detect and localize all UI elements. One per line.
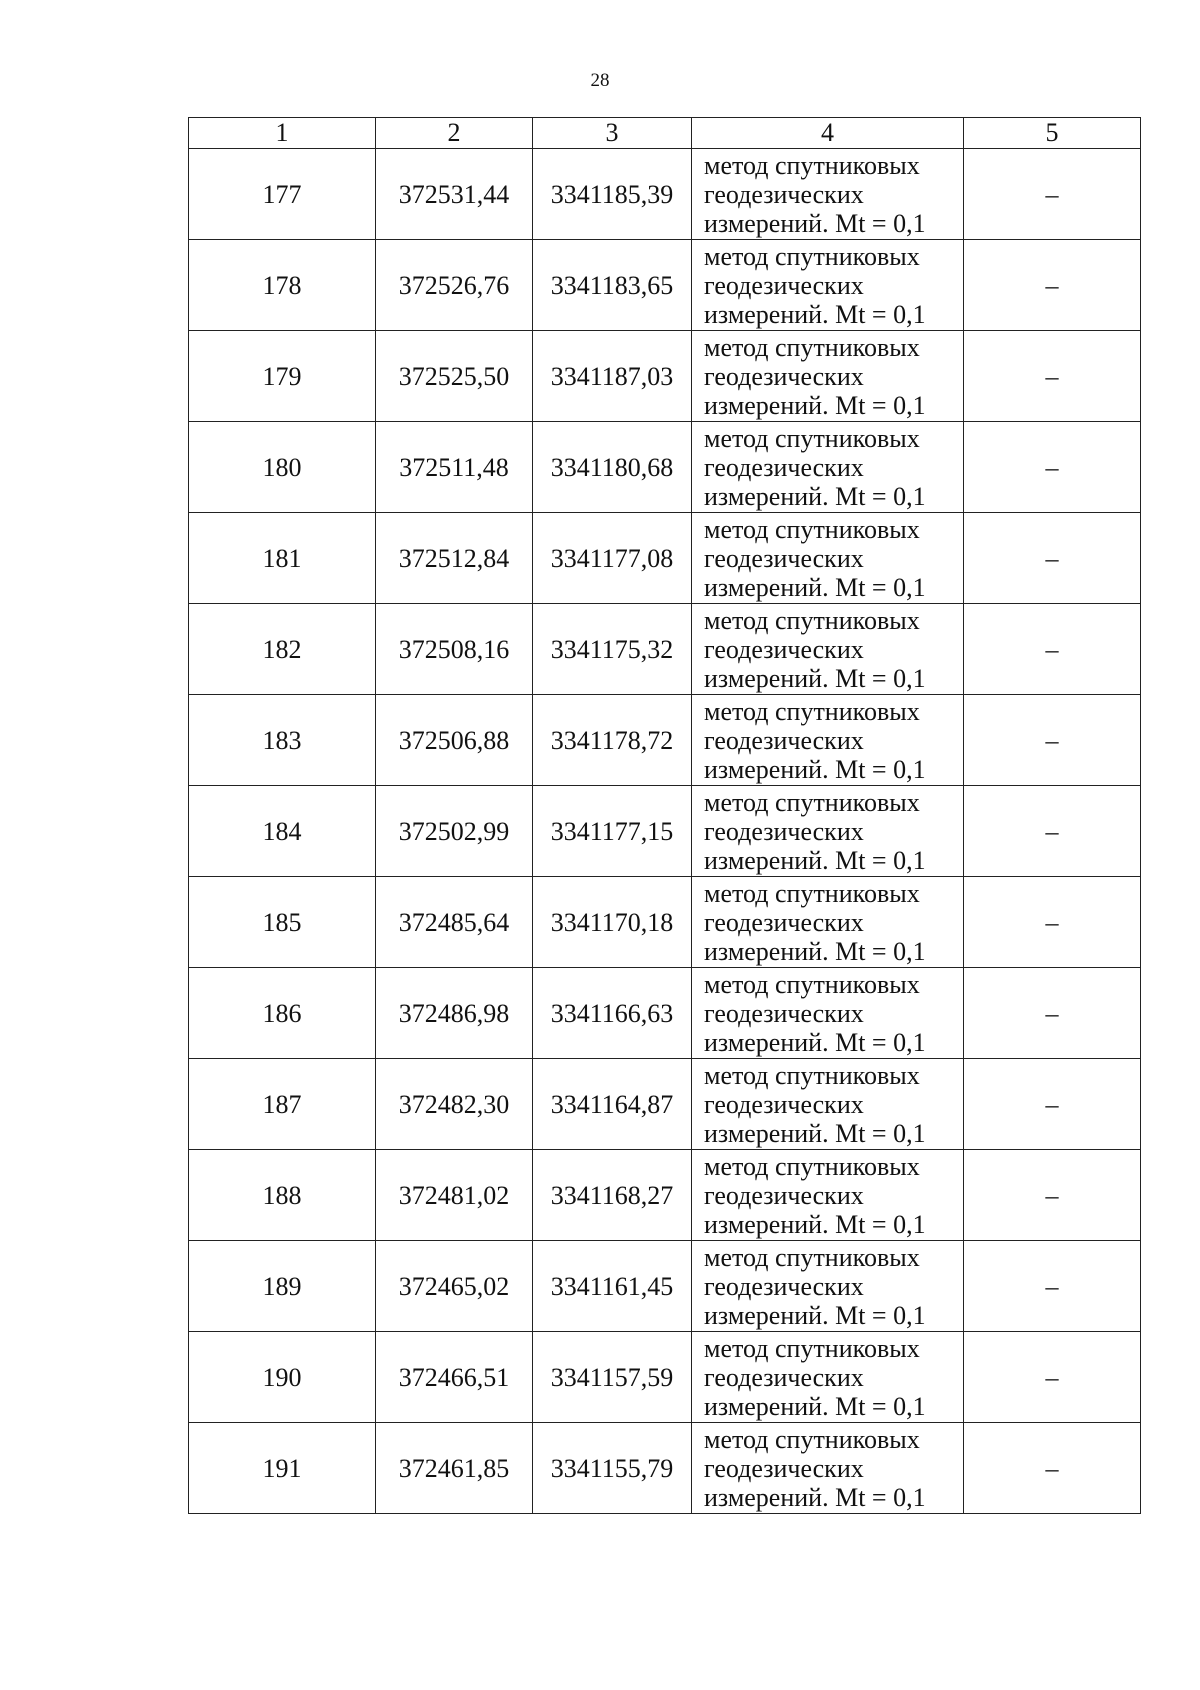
table-row <box>189 604 1141 695</box>
point-number-cell: 180 <box>189 422 376 513</box>
method-line: геодезических <box>704 1453 864 1483</box>
method-line: геодезических <box>704 907 864 937</box>
method-cell <box>692 1423 964 1514</box>
method-line: геодезических <box>704 725 864 755</box>
table-row <box>189 968 1141 1059</box>
point-number-cell: 177 <box>189 149 376 240</box>
table-row <box>189 786 1141 877</box>
method-line: метод спутниковых <box>704 969 920 999</box>
method-cell <box>692 422 964 513</box>
method-cell <box>692 695 964 786</box>
method-line: метод спутниковых <box>704 150 920 180</box>
y-coordinate-cell: 3341187,03 <box>533 331 692 422</box>
point-number-cell: 185 <box>189 877 376 968</box>
method-line: геодезических <box>704 1180 864 1210</box>
table-header <box>189 118 1141 149</box>
y-coordinate-cell: 3341177,08 <box>533 513 692 604</box>
method-line: геодезических <box>704 543 864 573</box>
table-row <box>189 1241 1141 1332</box>
method-line: измерений. Mt = 0,1 <box>704 390 926 420</box>
note-cell: – <box>964 1059 1141 1150</box>
method-line: измерений. Mt = 0,1 <box>704 1209 926 1239</box>
y-coordinate-cell: 3341166,63 <box>533 968 692 1059</box>
method-line: измерений. Mt = 0,1 <box>704 1482 926 1512</box>
y-coordinate-cell: 3341183,65 <box>533 240 692 331</box>
note-cell: – <box>964 968 1141 1059</box>
method-line: геодезических <box>704 270 864 300</box>
x-coordinate-cell: 372511,48 <box>376 422 533 513</box>
y-coordinate-cell: 3341178,72 <box>533 695 692 786</box>
x-coordinate-cell: 372481,02 <box>376 1150 533 1241</box>
table-row <box>189 149 1141 240</box>
note-cell: – <box>964 877 1141 968</box>
x-coordinate-cell: 372461,85 <box>376 1423 533 1514</box>
method-line: метод спутниковых <box>704 605 920 635</box>
method-line: метод спутниковых <box>704 1424 920 1454</box>
point-number-cell: 181 <box>189 513 376 604</box>
method-line: измерений. Mt = 0,1 <box>704 1118 926 1148</box>
y-coordinate-cell: 3341161,45 <box>533 1241 692 1332</box>
note-cell: – <box>964 149 1141 240</box>
note-cell: – <box>964 1241 1141 1332</box>
method-line: геодезических <box>704 452 864 482</box>
point-number-cell: 189 <box>189 1241 376 1332</box>
method-line: геодезических <box>704 179 864 209</box>
y-coordinate-cell: 3341185,39 <box>533 149 692 240</box>
method-cell <box>692 877 964 968</box>
header-cell-2: 2 <box>376 118 533 149</box>
table-row <box>189 695 1141 786</box>
x-coordinate-cell: 372486,98 <box>376 968 533 1059</box>
table-row <box>189 422 1141 513</box>
table-row <box>189 1332 1141 1423</box>
point-number-cell: 184 <box>189 786 376 877</box>
method-line: геодезических <box>704 1089 864 1119</box>
method-cell <box>692 1059 964 1150</box>
header-row <box>189 118 1141 149</box>
x-coordinate-cell: 372525,50 <box>376 331 533 422</box>
method-line: измерений. Mt = 0,1 <box>704 572 926 602</box>
method-line: геодезических <box>704 816 864 846</box>
x-coordinate-cell: 372531,44 <box>376 149 533 240</box>
method-line: геодезических <box>704 998 864 1028</box>
point-number-cell: 187 <box>189 1059 376 1150</box>
note-cell: – <box>964 240 1141 331</box>
point-number-cell: 188 <box>189 1150 376 1241</box>
note-cell: – <box>964 786 1141 877</box>
y-coordinate-cell: 3341177,15 <box>533 786 692 877</box>
method-line: измерений. Mt = 0,1 <box>704 1300 926 1330</box>
y-coordinate-cell: 3341175,32 <box>533 604 692 695</box>
method-cell <box>692 786 964 877</box>
x-coordinate-cell: 372508,16 <box>376 604 533 695</box>
method-line: измерений. Mt = 0,1 <box>704 936 926 966</box>
note-cell: – <box>964 513 1141 604</box>
y-coordinate-cell: 3341157,59 <box>533 1332 692 1423</box>
x-coordinate-cell: 372482,30 <box>376 1059 533 1150</box>
method-line: метод спутниковых <box>704 878 920 908</box>
method-line: измерений. Mt = 0,1 <box>704 208 926 238</box>
method-line: геодезических <box>704 361 864 391</box>
method-line: метод спутниковых <box>704 787 920 817</box>
x-coordinate-cell: 372485,64 <box>376 877 533 968</box>
method-line: измерений. Mt = 0,1 <box>704 299 926 329</box>
point-number-cell: 182 <box>189 604 376 695</box>
note-cell: – <box>964 695 1141 786</box>
y-coordinate-cell: 3341155,79 <box>533 1423 692 1514</box>
method-line: геодезических <box>704 634 864 664</box>
table-row <box>189 1150 1141 1241</box>
method-line: измерений. Mt = 0,1 <box>704 845 926 875</box>
x-coordinate-cell: 372512,84 <box>376 513 533 604</box>
coordinates-table <box>188 117 1141 1514</box>
method-line: метод спутниковых <box>704 423 920 453</box>
table-row <box>189 1059 1141 1150</box>
x-coordinate-cell: 372502,99 <box>376 786 533 877</box>
method-line: метод спутниковых <box>704 241 920 271</box>
point-number-cell: 191 <box>189 1423 376 1514</box>
method-line: измерений. Mt = 0,1 <box>704 481 926 511</box>
page-number: 28 <box>590 70 610 91</box>
header-cell-5: 5 <box>964 118 1141 149</box>
point-number-cell: 179 <box>189 331 376 422</box>
method-cell <box>692 968 964 1059</box>
note-cell: – <box>964 1423 1141 1514</box>
table-row <box>189 331 1141 422</box>
table-row <box>189 1423 1141 1514</box>
x-coordinate-cell: 372506,88 <box>376 695 533 786</box>
note-cell: – <box>964 1332 1141 1423</box>
method-line: геодезических <box>704 1271 864 1301</box>
method-line: метод спутниковых <box>704 1333 920 1363</box>
header-cell-4: 4 <box>692 118 964 149</box>
note-cell: – <box>964 331 1141 422</box>
method-line: измерений. Mt = 0,1 <box>704 1391 926 1421</box>
header-cell-3: 3 <box>533 118 692 149</box>
method-cell <box>692 149 964 240</box>
method-cell <box>692 331 964 422</box>
table-body <box>189 149 1141 1514</box>
point-number-cell: 183 <box>189 695 376 786</box>
method-line: метод спутниковых <box>704 1242 920 1272</box>
method-line: измерений. Mt = 0,1 <box>704 1027 926 1057</box>
method-line: измерений. Mt = 0,1 <box>704 754 926 784</box>
table-row <box>189 877 1141 968</box>
x-coordinate-cell: 372465,02 <box>376 1241 533 1332</box>
method-cell <box>692 1241 964 1332</box>
method-cell <box>692 604 964 695</box>
y-coordinate-cell: 3341168,27 <box>533 1150 692 1241</box>
y-coordinate-cell: 3341180,68 <box>533 422 692 513</box>
method-cell <box>692 240 964 331</box>
method-cell <box>692 1332 964 1423</box>
method-line: геодезических <box>704 1362 864 1392</box>
note-cell: – <box>964 1150 1141 1241</box>
x-coordinate-cell: 372526,76 <box>376 240 533 331</box>
y-coordinate-cell: 3341164,87 <box>533 1059 692 1150</box>
point-number-cell: 190 <box>189 1332 376 1423</box>
method-line: измерений. Mt = 0,1 <box>704 663 926 693</box>
x-coordinate-cell: 372466,51 <box>376 1332 533 1423</box>
table-row <box>189 240 1141 331</box>
method-line: метод спутниковых <box>704 1060 920 1090</box>
method-line: метод спутниковых <box>704 696 920 726</box>
method-cell <box>692 1150 964 1241</box>
header-cell-1: 1 <box>189 118 376 149</box>
point-number-cell: 178 <box>189 240 376 331</box>
method-line: метод спутниковых <box>704 332 920 362</box>
note-cell: – <box>964 604 1141 695</box>
method-line: метод спутниковых <box>704 514 920 544</box>
note-cell: – <box>964 422 1141 513</box>
point-number-cell: 186 <box>189 968 376 1059</box>
method-cell <box>692 513 964 604</box>
table-row <box>189 513 1141 604</box>
method-line: метод спутниковых <box>704 1151 920 1181</box>
y-coordinate-cell: 3341170,18 <box>533 877 692 968</box>
